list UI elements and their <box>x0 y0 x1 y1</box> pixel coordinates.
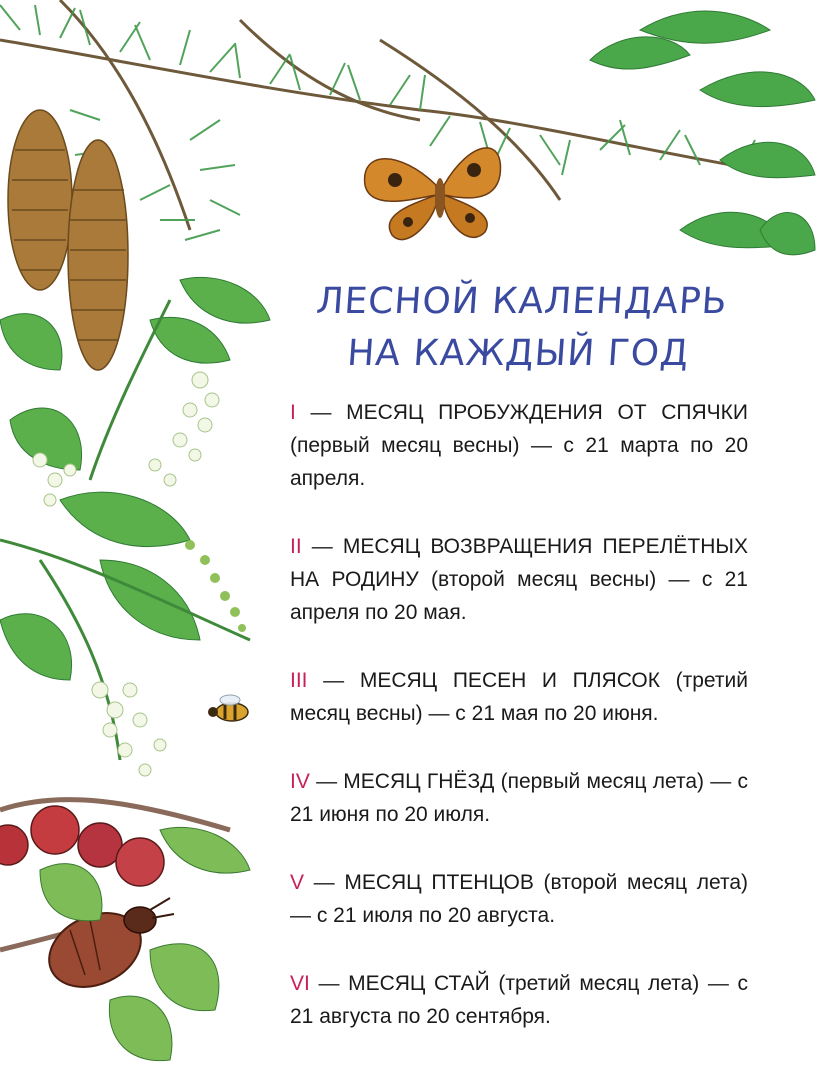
entry-text: — МЕСЯЦ ПРОБУЖДЕНИЯ ОТ СПЯЧКИ (первый месяц весны) — с 21 марта по 20 апреля. <box>290 401 748 490</box>
entry-text: — МЕСЯЦ ПТЕНЦОВ (второй месяц лета) — с 21 июля по 20 августа. <box>290 871 748 927</box>
title-line-2: НА КАЖДЫЙ ГОД <box>345 333 691 374</box>
page-title <box>286 276 753 380</box>
calendar-entry <box>290 765 748 831</box>
buds-illustration <box>185 540 246 632</box>
entry-numeral: II <box>290 535 302 558</box>
entry-numeral: V <box>290 871 305 894</box>
title-line-1: ЛЕСНОЙ КАЛЕНДАРЬ <box>314 281 729 322</box>
entry-text: — МЕСЯЦ СТАЙ (третий месяц лета) — с 21 августа по 20 сентября. <box>290 972 748 1028</box>
entry-numeral: IV <box>290 770 310 793</box>
leaves-left-illustration <box>0 277 270 680</box>
entry-text: — МЕСЯЦ ВОЗВРАЩЕНИЯ ПЕРЕЛЁТНЫХ НА РОДИНУ (второй месяц весны) — с 21 апреля по 20 мая. <box>290 535 748 624</box>
entry-numeral: III <box>290 669 308 692</box>
entry-text: — МЕСЯЦ ГНЁЗД (первый месяц лета) — с 21 июня по 20 июля. <box>290 770 748 826</box>
entry-numeral: I <box>290 401 296 424</box>
calendar-entry <box>290 664 748 730</box>
calendar-entry <box>290 396 748 495</box>
bee-illustration <box>208 695 248 721</box>
calendar-list <box>290 396 748 1068</box>
calendar-entry <box>290 530 748 629</box>
calendar-entry <box>290 866 748 932</box>
calendar-entry <box>290 967 748 1033</box>
butterfly-illustration <box>365 148 501 240</box>
entry-text: — МЕСЯЦ ПЕСЕН И ПЛЯСОК (третий месяц весны) — с 21 мая по 20 июня. <box>290 669 748 725</box>
entry-numeral: VI <box>290 972 310 995</box>
